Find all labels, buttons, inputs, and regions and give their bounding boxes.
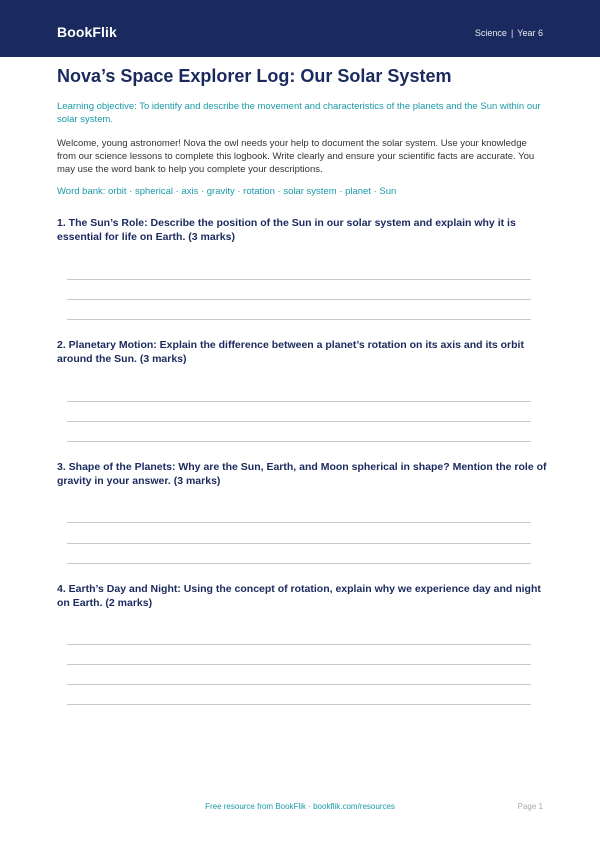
answer-line-q1-2[interactable] <box>67 299 531 300</box>
intro-paragraph: Welcome, young astronomer! Nova the owl needs your help to document the solar system. Use your knowledge from our science lessons to complete this logbook. Write clearly and ensure your scientific facts are accurate. You may use the word bank to help you complete your descriptions. <box>57 138 535 175</box>
page-number: Page 1 <box>517 802 543 811</box>
answer-line-q1-1[interactable] <box>67 279 531 280</box>
word-bank: Word bank: orbit · spherical · axis · gravity · rotation · solar system · planet · Sun <box>57 186 397 197</box>
answer-line-q2-1[interactable] <box>67 401 531 402</box>
answer-line-q4-1[interactable] <box>67 644 531 645</box>
meta-separator: | <box>510 28 514 38</box>
year-label: Year 6 <box>517 28 543 38</box>
learning-objective: Learning objective: To identify and describe the movement and characteristics of the planets and the Sun within our solar system. <box>57 101 541 125</box>
answer-line-q1-3[interactable] <box>67 319 531 320</box>
answer-line-q3-2[interactable] <box>67 543 531 544</box>
answer-line-q3-1[interactable] <box>67 522 531 523</box>
question-1: 1. The Sun’s Role: Describe the position of the Sun in our solar system and explain why it is essential for life on Earth. (3 marks) <box>57 217 516 243</box>
brand-logo[interactable]: BookFlik <box>57 24 117 40</box>
footer <box>0 802 600 816</box>
answer-line-q2-2[interactable] <box>67 421 531 422</box>
footer-resource-link[interactable]: Free resource from BookFlik · bookflik.com/resources <box>205 802 395 811</box>
answer-line-q2-3[interactable] <box>67 441 531 442</box>
header-meta <box>475 28 543 38</box>
question-3: 3. Shape of the Planets: Why are the Sun, Earth, and Moon spherical in shape? Mention the role of gravity in your answer. (3 marks) <box>57 461 547 487</box>
header-bar <box>0 0 600 57</box>
answer-line-q4-3[interactable] <box>67 684 531 685</box>
question-4: 4. Earth’s Day and Night: Using the concept of rotation, explain why we experience day and night on Earth. (2 marks) <box>57 583 541 609</box>
answer-line-q3-3[interactable] <box>67 563 531 564</box>
subject-label: Science <box>474 28 507 38</box>
answer-line-q4-2[interactable] <box>67 664 531 665</box>
answer-line-q4-4[interactable] <box>67 704 531 705</box>
page-title: Nova’s Space Explorer Log: Our Solar System <box>57 66 452 86</box>
question-2: 2. Planetary Motion: Explain the difference between a planet’s rotation on its axis and its orbit around the Sun. (3 marks) <box>57 339 524 365</box>
